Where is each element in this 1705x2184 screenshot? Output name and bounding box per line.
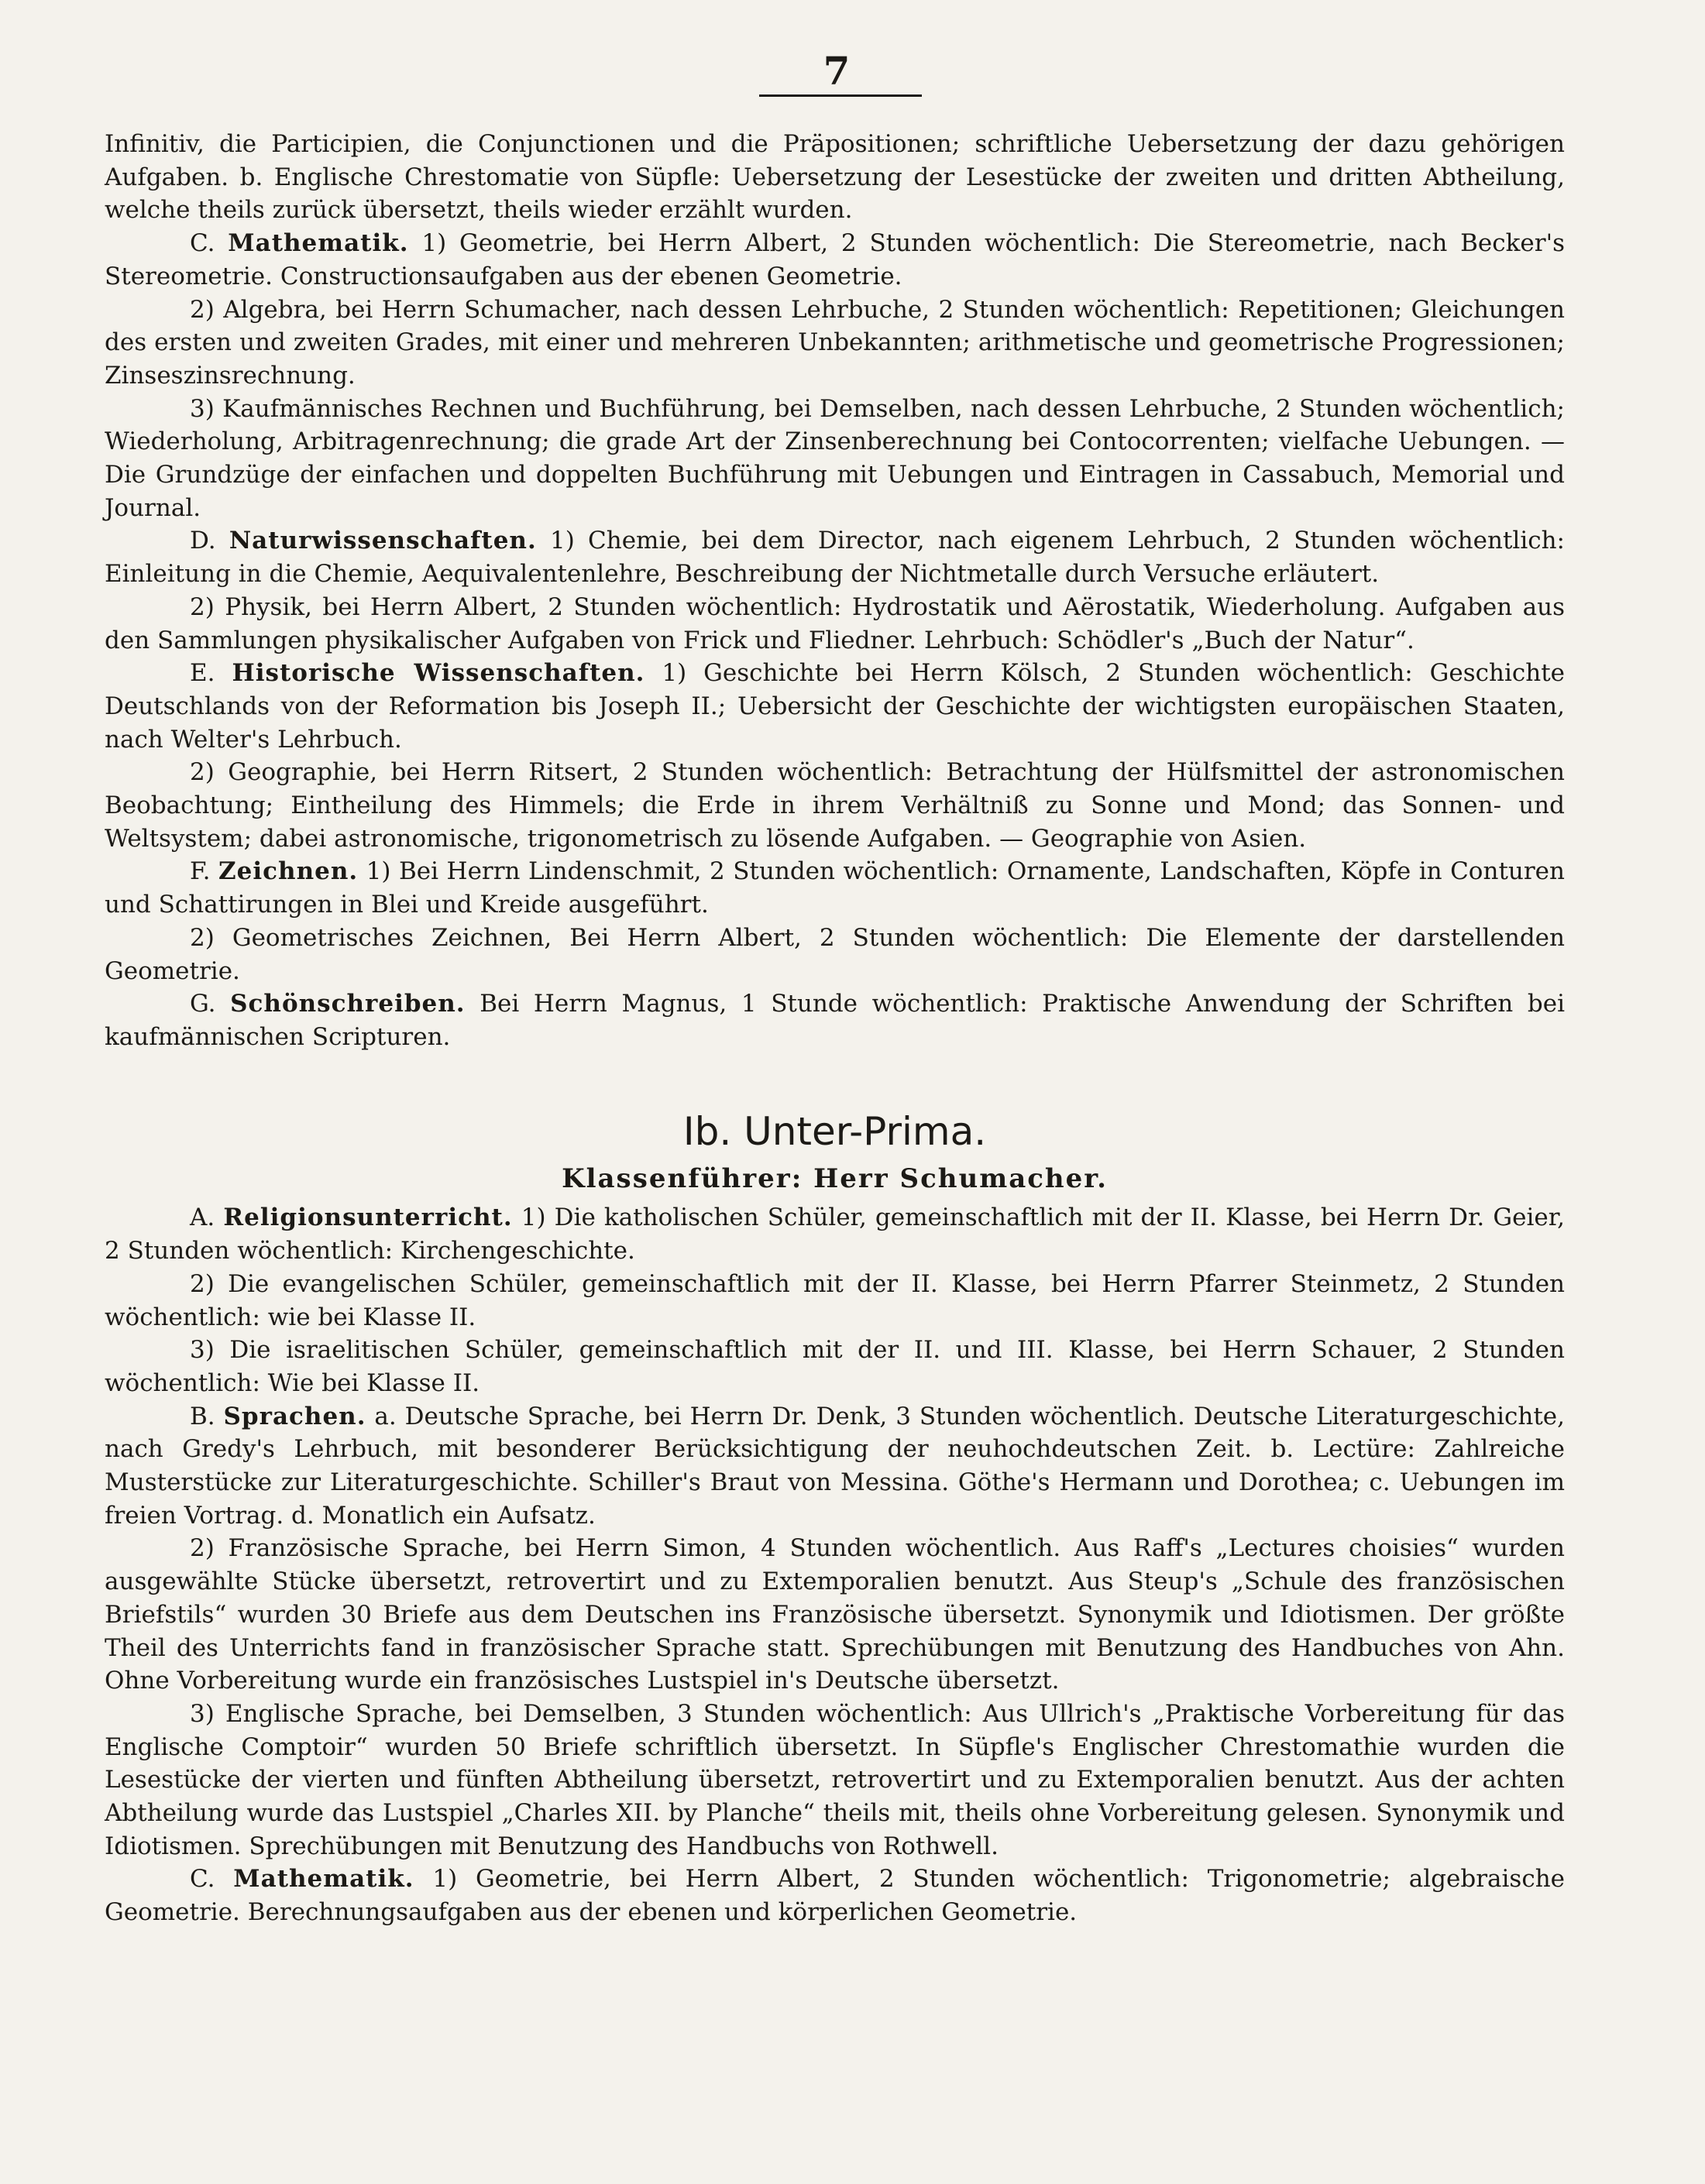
paragraph-mathematik-prima: C. Mathematik. 1) Geometrie, bei Herrn Albert, 2 Stunden wöchentlich: Trigonometrie; algebraische Geometrie. Berechnungsaufgaben aus der ebenen und körperlichen Geometrie. — [105, 1865, 1566, 1927]
heading-schoenschreiben: Schönschreiben. — [230, 990, 466, 1018]
paragraph-mathematik: C. Mathematik. 1) Geometrie, bei Herrn Albert, 2 Stunden wöchentlich: Die Stereometrie, nach Becker's Stereometrie. Constructionsaufgaben aus der ebenen Geometrie. — [105, 229, 1565, 290]
heading-historische: Historische Wissenschaften. — [232, 659, 645, 688]
continuation-paragraph: Infinitiv, die Participien, die Conjunctionen und die Präpositionen; schriftliche Uebersetzung der dazu gehörigen Aufgaben. b. Englische Chrestomatie von Süpfle: Uebersetzung der Lesestücke der zweiten und dritten Abtheilung, welche theils zurück übersetzt, theils wieder erzählt wurden. — [105, 130, 1565, 225]
paragraph-historische: E. Historische Wissenschaften. 1) Geschichte bei Herrn Kölsch, 2 Stunden wöchentlich: Geschichte Deutschlands von der Reformation bis Joseph II.; Uebersicht der Geschichte der wichtigsten europäischen Staaten, nach Welter's Lehrbuch. — [105, 659, 1566, 754]
paragraph-kaufmaennisches-rechnen: 3) Kaufmännisches Rechnen und Buchführung, bei Demselben, nach dessen Lehrbuche, 2 Stunden wöchentlich; Wiederholung, Arbitragenrechnung; die grade Art der Zinsenberechnung bei Contocorrenten; vielfache Uebungen. — Die Grundzüge der einfachen und doppelten Buchführung mit Uebungen und Eintragen in Cassabuch, Memorial und Journal. — [105, 394, 1565, 522]
paragraph-geometrisches-zeichnen: 2) Geometrisches Zeichnen, Bei Herrn Albert, 2 Stunden wöchentlich: Die Elemente der darstellenden Geometrie. — [105, 923, 1565, 985]
paragraph-geographie: 2) Geographie, bei Herrn Ritsert, 2 Stunden wöchentlich: Betrachtung der Hülfsmittel der astronomischen Beobachtung; Eintheilung des Himmels; die Erde in ihrem Verhältniß zu Sonne und Mond; das Sonnen- und Weltsystem; dabei astronomische, trigonometrisch zu lösende Aufgaben. — Geographie von Asien. — [105, 758, 1565, 853]
heading-naturwissenschaften: Naturwissenschaften. — [229, 527, 537, 555]
paragraph-religion-katholisch: A. Religionsunterricht. 1) Die katholischen Schüler, gemeinschaftlich mit der II. Klasse, bei Herrn Dr. Geier, 2 Stunden wöchentlich: Kirchengeschichte. — [105, 1204, 1566, 1265]
paragraph-sprachen-englisch: 3) Englische Sprache, bei Demselben, 3 Stunden wöchentlich: Aus Ullrich's „Praktische Vorbereitung für das Englische Comptoir“ wurden 50 Briefe schriftlich übersetzt. In Süpfle's Englischer Chrestomathie wurden die Lesestücke der vierten und fünften Abtheilung übersetzt, retrovertirt und zu Extemporalien benutzt. Aus der achten Abtheilung wurde das Lustspiel „Charles XII. by Planche“ theils mit, theils ohne Vorbereitung gelesen. Synonymik und Idiotismen. Sprechübungen mit Benutzung des Handbuchs von Rothwell. — [105, 1699, 1565, 1860]
paragraph-algebra: 2) Algebra, bei Herrn Schumacher, nach dessen Lehrbuche, 2 Stunden wöchentlich: Repetitionen; Gleichungen des ersten und zweiten Grades, mit einer und mehreren Unbekannten; arithmetische und geometrische Progressionen; Zinseszinsrechnung. — [105, 295, 1565, 390]
page-number: 7 — [823, 48, 851, 94]
heading-sprachen: Sprachen. — [223, 1402, 366, 1430]
paragraph-sprachen-deutsch: B. Sprachen. a. Deutsche Sprache, bei Herrn Dr. Denk, 3 Stunden wöchentlich. Deutsche Literaturgeschichte, nach Gredy's Lehrbuch, mit besonderer Berücksichtigung der neuhochdeutschen Zeit. b. Lectüre: Zahlreiche Musterstücke zur Literaturgeschichte. Schiller's Braut von Messina. Göthe's Hermann und Dorothea; c. Uebungen im freien Vortrag. d. Monatlich ein Aufsatz. — [105, 1402, 1565, 1530]
heading-zeichnen: Zeichnen. — [218, 857, 359, 886]
class-leader: Klassenführer: Herr Schumacher. — [562, 1162, 1108, 1194]
paragraph-naturwissenschaften: D. Naturwissenschaften. 1) Chemie, bei dem Director, nach eigenem Lehrbuch, 2 Stunden wöchentlich: Einleitung in die Chemie, Aequivalentenlehre, Beschreibung der Nichtmetalle durch Versuche erläutert. — [105, 527, 1566, 589]
paragraph-religion-israelitisch: 3) Die israelitischen Schüler, gemeinschaftlich mit der II. und III. Klasse, bei Herrn Schauer, 2 Stunden wöchentlich: Wie bei Klasse II. — [105, 1336, 1565, 1397]
heading-religion: Religionsunterricht. — [223, 1204, 513, 1232]
paragraph-zeichnen: F. Zeichnen. 1) Bei Herrn Lindenschmit, 2 Stunden wöchentlich: Ornamente, Landschaften, Köpfe in Conturen und Schattirungen in Blei und Kreide ausgeführt. — [105, 857, 1565, 919]
page-body — [105, 128, 1565, 1929]
section-title: Ib. Unter-Prima. — [682, 1108, 987, 1154]
heading-mathematik-prima: Mathematik. — [233, 1865, 414, 1894]
paragraph-sprachen-franzoesisch: 2) Französische Sprache, bei Herrn Simon, 4 Stunden wöchentlich. Aus Raff's „Lectures choisies“ wurden ausgewählte Stücke übersetzt, retrovertirt und zu Extemporalien benutzt. Aus Steup's „Schule des französischen Briefstils“ wurden 30 Briefe aus dem Deutschen ins Französische übersetzt. Synonymik und Idiotismen. Der größte Theil des Unterrichts fand in französischer Sprache statt. Sprechübungen mit Benutzung des Handbuches von Ahn. Ohne Vorbereitung wurde ein französisches Lustspiel in's Deutsche übersetzt. — [105, 1534, 1565, 1695]
paragraph-physik: 2) Physik, bei Herrn Albert, 2 Stunden wöchentlich: Hydrostatik und Aërostatik, Wiederholung. Aufgaben aus den Sammlungen physikalischer Aufgaben von Frick und Fliedner. Lehrbuch: Schödler's „Buch der Natur“. — [105, 592, 1565, 654]
heading-mathematik: Mathematik. — [228, 229, 409, 258]
paragraph-religion-evangelisch: 2) Die evangelischen Schüler, gemeinschaftlich mit der II. Klasse, bei Herrn Pfarrer Steinmetz, 2 Stunden wöchentlich: wie bei Klasse II. — [105, 1269, 1565, 1331]
page-number-rule — [759, 94, 922, 97]
paragraph-schoenschreiben: G. Schönschreiben. Bei Herrn Magnus, 1 Stunde wöchentlich: Praktische Anwendung der Schriften bei kaufmännischen Scripturen. — [105, 990, 1565, 1051]
